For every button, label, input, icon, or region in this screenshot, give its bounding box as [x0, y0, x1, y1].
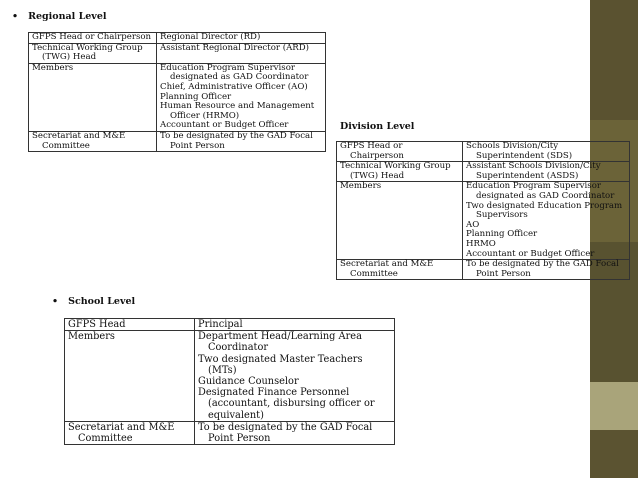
cell-line: Point Person — [208, 433, 271, 445]
cell-line: Superintendent (ASDS) — [476, 170, 579, 181]
school-heading-text: School Level — [68, 296, 136, 307]
cell-line: (TWG) Head — [350, 170, 405, 181]
cell-line: Principal — [198, 319, 243, 330]
cell-line: Human Resource and Management — [160, 101, 315, 112]
cell-line: Assistant Schools Division/City — [466, 161, 601, 172]
cell-line: Point Person — [170, 140, 225, 151]
cell-line: Superintendent (SDS) — [476, 150, 573, 161]
table-row — [337, 182, 630, 260]
cell-line: Accountant or Budget Officer — [466, 248, 595, 259]
members-cell — [195, 319, 395, 331]
regional-heading — [12, 11, 106, 22]
role-cell — [29, 131, 157, 151]
school-table — [64, 318, 395, 445]
cell-line: Officer (HRMO) — [170, 110, 240, 121]
cell-line: Education Program Supervisor — [160, 62, 295, 73]
cell-line: Committee — [42, 140, 90, 151]
members-cell — [463, 142, 630, 162]
cell-line: (TWG) Head — [42, 52, 97, 63]
table-row — [337, 142, 630, 162]
cell-line: Secretariat and M&E — [32, 130, 126, 141]
role-cell — [29, 33, 157, 44]
members-cell — [195, 331, 395, 422]
division-heading — [340, 121, 414, 132]
members-cell — [195, 421, 395, 444]
table-row — [65, 331, 395, 422]
division-table — [336, 141, 630, 280]
cell-line: equivalent) — [208, 409, 264, 421]
cell-line: Coordinator — [208, 342, 269, 354]
members-cell — [463, 260, 630, 280]
cell-line: Point Person — [476, 268, 531, 279]
role-cell — [337, 162, 463, 182]
cell-line: Chief, Administrative Officer (AO) — [160, 81, 308, 92]
role-cell — [337, 142, 463, 162]
cell-line: Assistant Regional Director (ARD) — [160, 42, 309, 53]
table-row — [29, 131, 326, 151]
cell-line: To be designated by the GAD Focal — [198, 421, 373, 433]
members-cell — [463, 162, 630, 182]
cell-line: Members — [340, 181, 382, 192]
cell-line: AO — [466, 219, 480, 230]
cell-line: Education Program Supervisor — [466, 181, 601, 192]
table-row — [29, 63, 326, 131]
table-row — [337, 260, 630, 280]
cell-line: HRMO — [466, 238, 496, 249]
members-cell — [157, 33, 326, 44]
cell-line: Designated Finance Personnel — [198, 387, 350, 399]
cell-line: Planning Officer — [466, 229, 538, 240]
role-cell — [29, 63, 157, 131]
cell-line: Department Head/Learning Area — [198, 331, 362, 343]
cell-line: Planning Officer — [160, 91, 232, 102]
cell-line: Two designated Education Program — [466, 200, 623, 211]
role-cell — [65, 331, 195, 422]
table-row — [29, 43, 326, 63]
cell-line: Secretariat and M&E — [68, 421, 175, 433]
table-row — [29, 33, 326, 44]
members-cell — [463, 182, 630, 260]
cell-line: Technical Working Group — [32, 42, 143, 53]
sidebar-block — [590, 382, 638, 430]
table-row — [65, 319, 395, 331]
cell-line: Guidance Counselor — [198, 376, 299, 388]
cell-line: Committee — [78, 433, 133, 445]
cell-line: (accountant, disbursing officer or — [208, 398, 375, 410]
cell-line: GFPS Head or — [340, 141, 403, 151]
cell-line: Technical Working Group — [340, 161, 451, 172]
cell-line: Members — [68, 331, 115, 343]
role-cell — [65, 421, 195, 444]
role-cell — [337, 182, 463, 260]
table-row — [337, 162, 630, 182]
cell-line: To be designated by the GAD Focal — [466, 259, 619, 270]
cell-line: GFPS Head or Chairperson — [32, 32, 152, 42]
cell-line: Two designated Master Teachers — [198, 353, 363, 365]
school-heading — [52, 296, 135, 307]
sidebar-block — [590, 430, 638, 478]
cell-line: Members — [32, 62, 74, 73]
cell-line: Regional Director (RD) — [160, 32, 261, 42]
cell-line: GFPS Head — [68, 319, 126, 330]
role-cell — [337, 260, 463, 280]
regional-heading-text: Regional Level — [28, 11, 107, 22]
members-cell — [157, 131, 326, 151]
cell-line: (MTs) — [208, 364, 237, 376]
cell-line: designated as GAD Coordinator — [170, 72, 309, 83]
cell-line: Chairperson — [350, 150, 404, 161]
sidebar-block — [590, 0, 638, 120]
cell-line: Secretariat and M&E — [340, 259, 434, 270]
cell-line: Supervisors — [476, 210, 528, 221]
division-heading-text: Division Level — [340, 121, 415, 132]
cell-line: Committee — [350, 268, 398, 279]
cell-line: To be designated by the GAD Focal — [160, 130, 313, 141]
bullet-icon: • — [12, 11, 19, 22]
regional-table — [28, 32, 326, 152]
cell-line: designated as GAD Coordinator — [476, 190, 615, 201]
bullet-icon: • — [52, 296, 59, 307]
cell-line: Schools Division/City — [466, 141, 559, 151]
members-cell — [157, 63, 326, 131]
table-row — [65, 421, 395, 444]
members-cell — [157, 43, 326, 63]
cell-line: Accountant or Budget Officer — [160, 120, 289, 131]
role-cell — [65, 319, 195, 331]
role-cell — [29, 43, 157, 63]
